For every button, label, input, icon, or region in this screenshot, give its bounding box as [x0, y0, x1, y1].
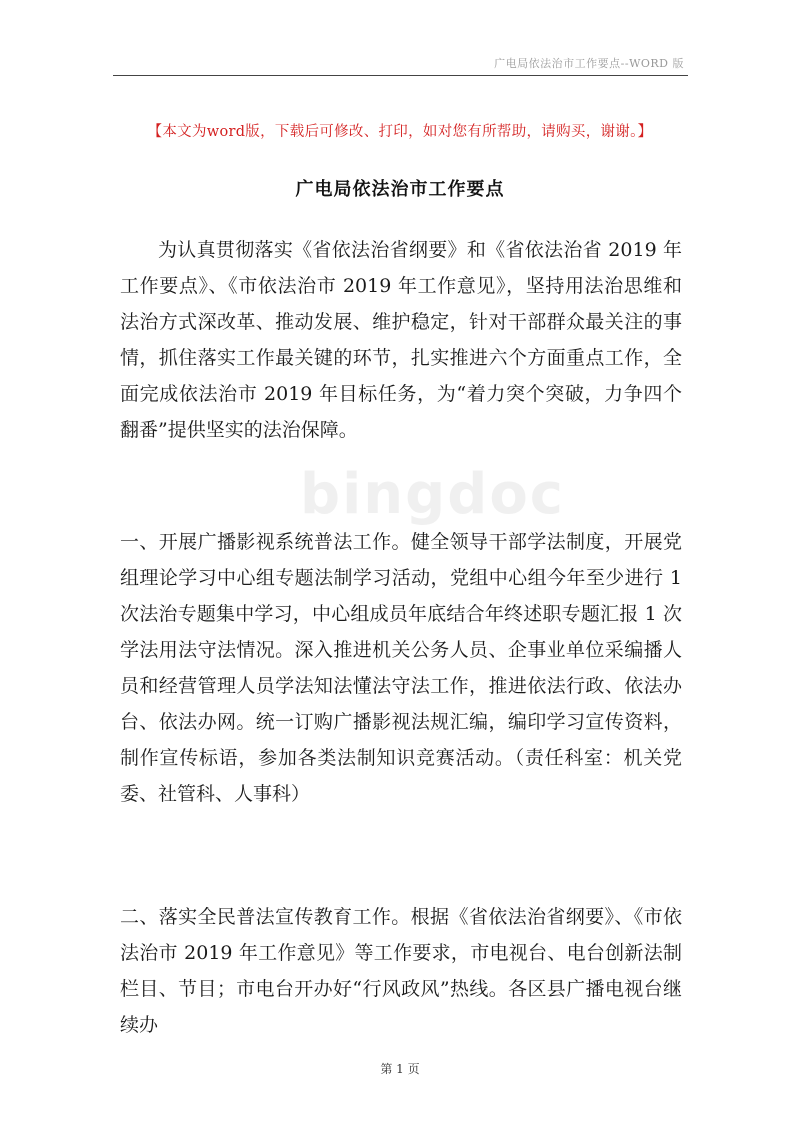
paragraph-section-1: 一、开展广播影视系统普法工作。健全领导干部学法制度，开展党组理论学习中心组专题法制学习活动，党组中心组今年至少进行 1 次法治专题集中学习，中心组成员年底结合年终述职专题汇报 1 次学法用法守法情况。深入推进机关公务人员、企事业单位采编播人员和经营管理人员学法知法懂法守法工作，推进依法行政、依法办台、依法办网。统一订购广播影视法规汇编，编印学习宣传资料，制作宣传标语，参加各类法制知识竞赛活动。（责任科室：机关党委、社管科、人事科） — [120, 531, 682, 805]
purchase-notice: 【本文为word版，下载后可修改、打印，如对您有所帮助，请购买，谢谢。】 — [147, 124, 653, 140]
header-divider — [113, 75, 688, 76]
watermark: bingdoc — [300, 462, 565, 527]
running-header: 广电局依法治市工作要点--WORD 版 — [494, 57, 684, 70]
page-number: 第 1 页 — [380, 1062, 420, 1076]
paragraph-intro: 为认真贯彻落实《省依法治省纲要》和《省依法治省 2019 年工作要点》、《市依法治市 2019 年工作意见》，坚持用法治思维和法治方式深改革、推动发展、维护稳定，针对干部群众最关注的事情，抓住落实工作最关键的环节，扎实推进六个方面重点工作，全面完成依法治市 2019 年目标任务，为“着力突个突破，力争四个翻番”提供坚实的法治保障。 — [120, 239, 682, 441]
paragraph-section-2: 二、落实全民普法宣传教育工作。根据《省依法治省纲要》、《市依法治市 2019 年工作意见》等工作要求，市电视台、电台创新法制栏目、节目；市电台开办好“行风政风”热线。各区县广播电视台继续办 — [120, 906, 682, 1036]
document-title: 广电局依法治市工作要点 — [295, 179, 505, 200]
